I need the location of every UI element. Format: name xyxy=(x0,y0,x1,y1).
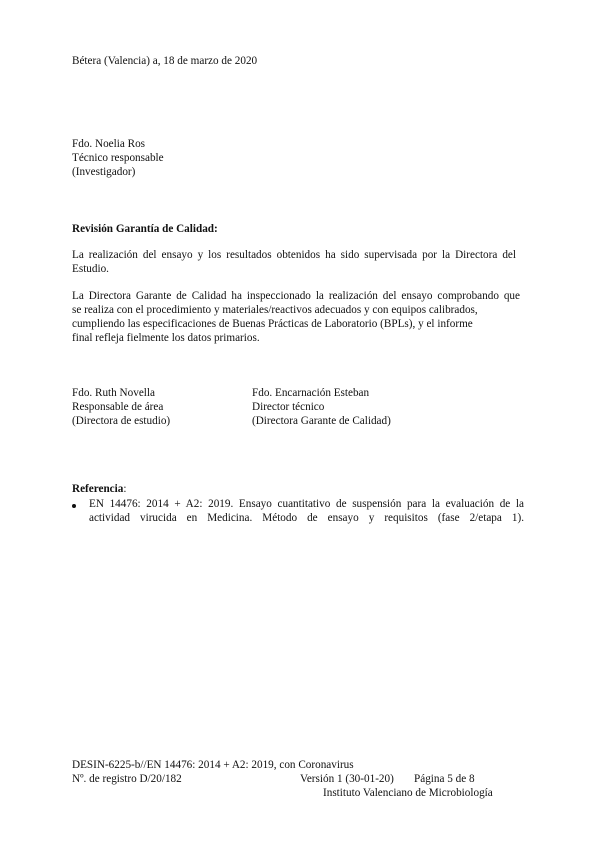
signature-role: Técnico responsable xyxy=(72,152,164,164)
qa-paragraph-1-line: Estudio. xyxy=(72,263,109,275)
qa-paragraph-2-line: se realiza con el procedimiento y materiales/reactivos adecuados y con equipos calibrados, xyxy=(72,304,478,316)
signature-title: (Directora de estudio) xyxy=(72,415,171,427)
qa-paragraph-2-line: final refleja fielmente los datos primarios. xyxy=(72,332,260,344)
reference-title: Referencia xyxy=(72,483,124,495)
reference-line: EN 14476: 2014 + A2: 2019. Ensayo cuantitativo de suspensión para la evaluación de la xyxy=(89,498,524,510)
signature-role: Director técnico xyxy=(252,401,325,413)
footer-registro: Nº. de registro D/20/182 xyxy=(72,773,182,785)
qa-heading: Revisión Garantía de Calidad: xyxy=(72,223,218,235)
signature-study-director xyxy=(72,386,170,428)
qa-paragraph-2-line: cumpliendo las especificaciones de Buenas Prácticas de Laboratorio (BPLs), y el informe xyxy=(72,318,473,330)
signature-role: Responsable de área xyxy=(72,401,164,413)
footer-institute: Instituto Valenciano de Microbiología xyxy=(323,787,493,799)
page-footer xyxy=(72,758,522,800)
reference-item xyxy=(89,497,524,525)
signature-title: (Investigador) xyxy=(72,166,136,178)
footer-version: Versión 1 (30-01-20) xyxy=(300,773,394,785)
footer-row xyxy=(72,772,522,786)
signature-name: Fdo. Noelia Ros xyxy=(72,138,146,150)
bullet-icon xyxy=(72,504,76,508)
reference-heading xyxy=(72,482,126,496)
footer-page-number: Página 5 de 8 xyxy=(414,773,475,785)
qa-paragraph-1-line: La realización del ensayo y los resultados obtenidos ha sido supervisada por la Directora del xyxy=(72,249,516,261)
signature-title: (Directora Garante de Calidad) xyxy=(252,415,391,427)
signature-name: Fdo. Ruth Novella xyxy=(72,387,155,399)
signature-qa-director xyxy=(252,386,391,428)
qa-paragraph-2-line: La Directora Garante de Calidad ha inspeccionado la realización del ensayo comprobando que xyxy=(72,290,520,302)
qa-paragraph-2 xyxy=(72,289,520,345)
qa-paragraph-1 xyxy=(72,248,516,276)
place-date: Bétera (Valencia) a, 18 de marzo de 2020 xyxy=(72,55,258,67)
reference-line: actividad virucida en Medicina. Método de ensayo y requisitos (fase 2/etapa 1). xyxy=(89,512,524,524)
reference-colon: : xyxy=(123,483,127,495)
signature-name: Fdo. Encarnación Esteban xyxy=(252,387,370,399)
footer-document-id: DESIN-6225-b//EN 14476: 2014 + A2: 2019, con Coronavirus xyxy=(72,759,354,771)
signature-investigator xyxy=(72,137,164,179)
